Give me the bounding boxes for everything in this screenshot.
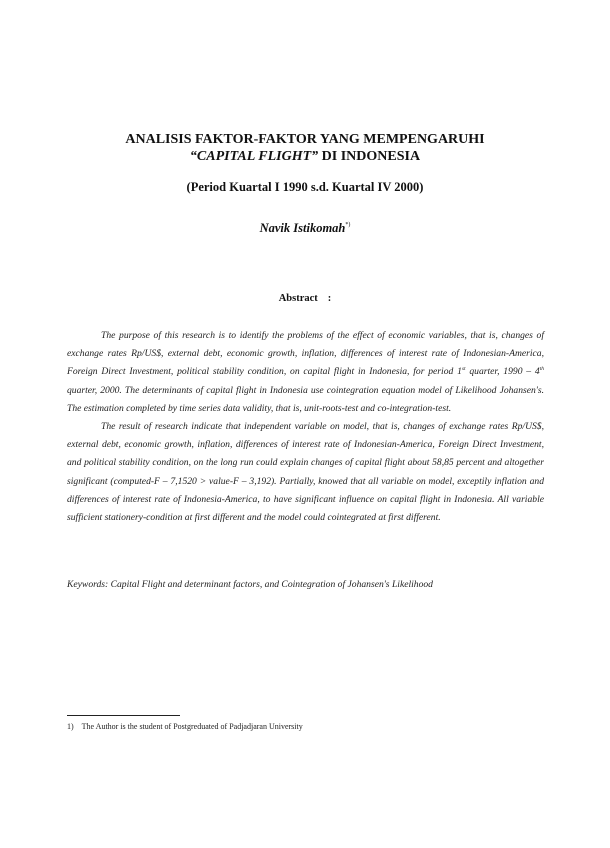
author	[0, 221, 610, 236]
author-name: Navik Istikomah	[259, 221, 346, 235]
footnote-divider	[67, 715, 180, 716]
title-line-2-rest: DI INDONESIA	[318, 149, 421, 164]
footnote-number: 1)	[67, 722, 74, 731]
author-footnote-mark: *)	[345, 222, 351, 228]
footnote	[67, 722, 303, 731]
abstract-paragraph-2: The result of research indicate that independent variable on model, that is, changes of exchange rates Rp/US$, external debt, economic growth, inflation, differences of interest rate of Indonesian-America, Foreign Direct Investment, and political stability condition, on the long run could explain changes of capital flight about 58,85 percent and altogether significant (computed-F – 7,1520 > value-F – 3,192). Partially, knowed that all variable on model, exceptily inflation and differences of interest rate of Indonesia-America, to have significant influence on capital flight in Indonesia. All variable sufficient stationery-condition at first different and the model could cointegrated at first different.	[67, 421, 544, 524]
title-capital-flight: “CAPITAL FLIGHT”	[189, 149, 319, 164]
abstract-p1-sup-th: th	[539, 366, 544, 373]
abstract-p1-part-c: quarter, 2000. The determinants of capital flight in Indonesia use cointegration equation model of Likelihood Johansen's. The estimation completed by time series data validity, that is, unit-roots-test and co-integration-test.	[67, 384, 544, 414]
keywords: Keywords: Capital Flight and determinant factors, and Cointegration of Johansen's Likelihood	[67, 579, 433, 590]
abstract-paragraph-1	[67, 327, 544, 418]
abstract-p1-part-a: The purpose of this research is to identify the problems of the effect of economic variables, that is, changes of exchange rates Rp/US$, external debt, economic growth, inflation, differences of interest rate of Indonesian-America, Foreign Direct Investment, political stability condition, on capital flight in Indonesia, for period 1	[67, 330, 544, 378]
abstract-heading-colon: :	[327, 293, 332, 304]
abstract-p1-sup-st: st	[461, 366, 466, 373]
abstract-body	[67, 327, 544, 527]
abstract-heading	[0, 293, 610, 304]
abstract-heading-label: Abstract	[278, 293, 318, 304]
title-line-2	[0, 149, 610, 165]
footnote-text: The Author is the student of Postgreduated of Padjadjaran University	[81, 722, 303, 731]
title-line-1: ANALISIS FAKTOR-FAKTOR YANG MEMPENGARUHI	[125, 132, 485, 147]
subtitle-period: (Period Kuartal I 1990 s.d. Kuartal IV 2000)	[186, 180, 424, 194]
abstract-p1-part-b: quarter, 1990 – 4	[465, 366, 540, 378]
